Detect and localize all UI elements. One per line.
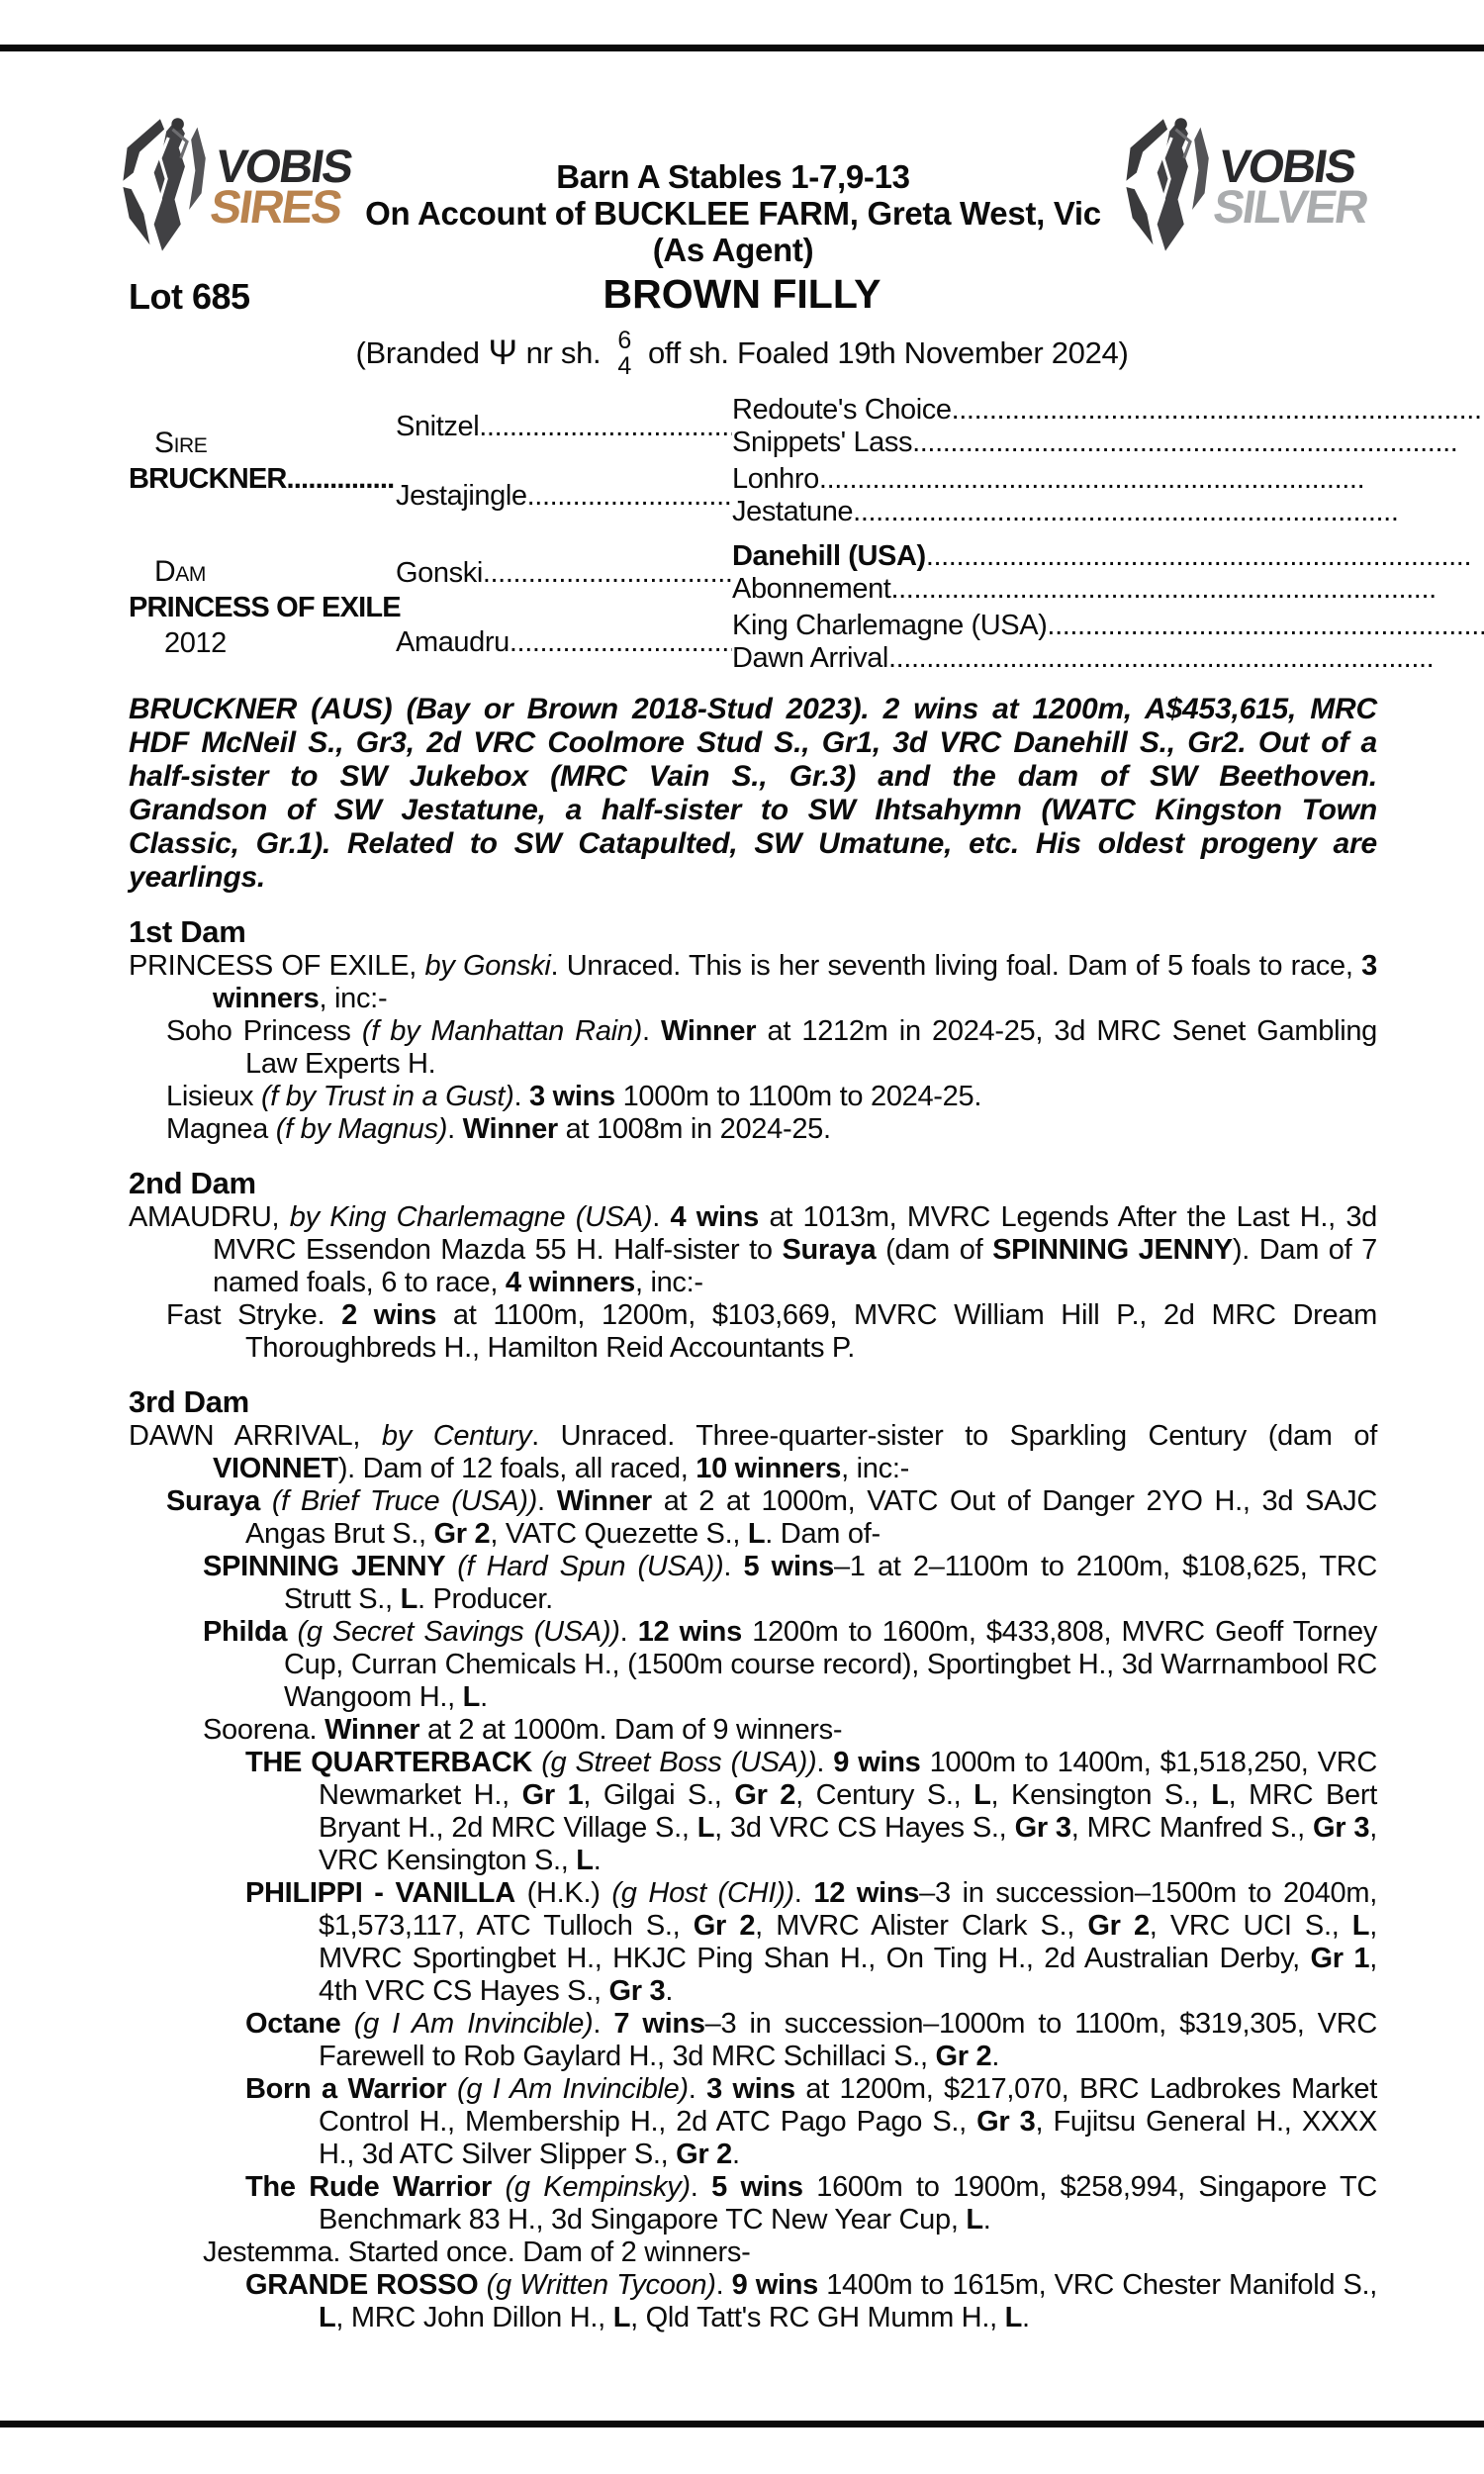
pedigree-paragraph: [129, 1747, 1377, 1877]
dot-leader: [912, 427, 1484, 459]
pedigree-sire-cell: [129, 394, 396, 528]
dam-sections: [129, 915, 1377, 2334]
horse-name: Jestatune: [732, 496, 854, 527]
text-segment: .: [447, 1113, 463, 1145]
text-segment: –3 in succession–1500m to 2040m, $1,573,117, ATC Tulloch S.,: [319, 1877, 1377, 1942]
pedigree-sire-name-row: [129, 463, 396, 496]
pedigree-dam-year: 2012: [164, 627, 227, 659]
grandparent-pair: [732, 610, 1484, 675]
parent-name-row: [396, 626, 744, 659]
text-segment: , MVRC Sportingbet H., HKJC Ping Shan H., On Ting H., 2d Australian Derby,: [319, 1910, 1377, 1974]
grandparent-pair: [732, 394, 1484, 459]
text-segment: , VRC UCI S.,: [1149, 1910, 1352, 1942]
text-segment: 12 wins: [813, 1877, 920, 1909]
text-segment: . Producer.: [417, 1583, 553, 1615]
text-segment: .: [537, 1485, 557, 1517]
text-segment: L: [966, 2204, 983, 2236]
pedigree-half-sire: [129, 394, 1377, 528]
text-segment: at 2 at 1000m, VATC Out of Danger 2YO H., 3d SAJC Angas Brut S.,: [245, 1485, 1378, 1550]
grandparent-pair: [732, 540, 1484, 606]
text-segment: Gr 1: [521, 1779, 584, 1811]
vobis-sires-logo: [115, 103, 355, 268]
brand-symbol-icon: Ψ: [488, 333, 517, 372]
vobis-wordmark: VOBIS: [213, 139, 355, 192]
pedigree-paragraph: [129, 1201, 1377, 1299]
dot-leader: [853, 496, 1484, 528]
vobis-silver-logo: [1118, 103, 1369, 268]
grandparent-pair: [732, 463, 1484, 528]
horse-name: Abonnement: [732, 573, 891, 605]
text-segment: Gr 3: [1014, 1812, 1071, 1844]
pedigree-paragraph: [129, 2269, 1377, 2334]
text-segment: by Gonski: [424, 950, 551, 982]
text-segment: by Century: [381, 1420, 532, 1452]
dot-leader: [888, 642, 1484, 675]
parent-name-row: [396, 557, 744, 590]
text-segment: L: [1351, 1910, 1370, 1942]
horse-name: Snippets' Lass: [732, 427, 913, 458]
text-segment: (g Street Boss (USA)): [541, 1747, 817, 1778]
pedigree-paragraph: [129, 1015, 1377, 1081]
dot-leader: [479, 411, 732, 443]
text-segment: L: [462, 1681, 481, 1713]
grandparent-row: [732, 496, 1484, 528]
text-segment: SPINNING JENNY: [203, 1551, 458, 1582]
text-segment: L: [974, 1779, 991, 1811]
text-segment: (g I Am Invincible): [457, 2073, 689, 2105]
text-segment: VIONNET: [213, 1453, 338, 1484]
text-segment: (g Host (CHI)): [611, 1877, 794, 1909]
horse-name: King Charlemagne (USA): [732, 610, 1048, 641]
text-segment: .: [715, 2269, 732, 2301]
text-segment: Gr 2: [1087, 1910, 1150, 1942]
text-segment: AMAUDRU,: [129, 1201, 290, 1233]
parent-group: [396, 540, 1484, 606]
text-segment: at 1008m in 2024-25.: [557, 1113, 831, 1145]
dot-leader: [287, 463, 396, 496]
text-segment: L: [747, 1518, 766, 1550]
text-segment: L: [1004, 2302, 1023, 2333]
horse-name: BRUCKNER: [129, 463, 287, 495]
text-segment: Fast Stryke.: [166, 1299, 342, 1331]
branded-line: [0, 328, 1484, 379]
text-segment: .: [665, 1975, 674, 2007]
text-segment: 9 wins: [833, 1747, 921, 1778]
brand-number-bottom: 4: [617, 352, 631, 380]
text-segment: Gr 2: [935, 2041, 992, 2072]
text-segment: Suraya: [166, 1485, 272, 1517]
text-segment: Gr 3: [1313, 1812, 1370, 1844]
page-header: [0, 103, 1484, 268]
text-segment: Gr 2: [693, 1910, 756, 1942]
dam-section-heading: 1st Dam: [129, 914, 246, 949]
text-segment: .: [619, 1616, 638, 1648]
text-segment: SPINNING JENNY: [992, 1234, 1233, 1266]
brand-number-top: 6: [617, 327, 631, 354]
pedigree-paragraph: [129, 1485, 1377, 1551]
branded-suffix: off sh. Foaled 19th November 2024): [647, 335, 1129, 370]
parent-group: [396, 610, 1484, 675]
pedigree-sire-parents: [396, 394, 1484, 528]
text-segment: , MRC Bert Bryant H., 2d MRC Village S.,: [319, 1779, 1377, 1844]
text-segment: . Dam of-: [765, 1518, 881, 1550]
text-segment: (g Kempinsky): [505, 2171, 691, 2203]
text-segment: .: [688, 2073, 707, 2105]
text-segment: PHILIPPI - VANILLA: [245, 1877, 515, 1909]
text-segment: at 1200m, $217,070, BRC Ladbrokes Market Control H., Membership H., 2d ATC Pago Pago S.,: [319, 2073, 1378, 2138]
dot-leader: [819, 463, 1484, 496]
text-segment: 12 wins: [637, 1616, 742, 1648]
text-segment: Gr 2: [734, 1779, 796, 1811]
dot-leader: [483, 557, 732, 590]
text-segment: Magnea: [166, 1113, 276, 1145]
text-segment: .: [641, 1015, 662, 1047]
text-segment: at 1013m, MVRC Legends After the Last H., 3d MVRC Essendon Mazda 55 H. Half-sister to: [213, 1201, 1377, 1266]
horse-name: Jestajingle: [396, 479, 527, 512]
text-segment: .: [690, 2171, 712, 2203]
dot-leader: [527, 480, 732, 513]
horse-name: Snitzel: [396, 410, 480, 442]
text-segment: (f Hard Spun (USA)): [457, 1551, 724, 1582]
text-segment: , MVRC Alister Clark S.,: [755, 1910, 1088, 1942]
sires-wordmark: SIRES: [207, 179, 344, 233]
text-segment: Winner: [661, 1015, 757, 1047]
text-segment: . Unraced. Three-quarter-sister to Sparkling Century (dam of: [531, 1420, 1378, 1452]
pedigree-paragraph: [129, 950, 1377, 1015]
parent-group: [396, 394, 1484, 459]
pedigree-paragraph: [129, 1420, 1377, 1485]
text-segment: , MRC Manfred S.,: [1070, 1812, 1314, 1844]
text-segment: .: [593, 2008, 614, 2040]
text-segment: , Kensington S.,: [990, 1779, 1212, 1811]
barn-line: Barn A Stables 1-7,9-13: [556, 158, 910, 195]
text-segment: (H.K.): [514, 1877, 612, 1909]
text-segment: ). Dam of 12 foals, all raced,: [337, 1453, 696, 1484]
text-segment: GRANDE ROSSO: [245, 2269, 487, 2301]
text-segment: Gr 1: [1310, 1943, 1370, 1974]
grandparent-row: [732, 463, 1484, 496]
text-segment: L: [1211, 1779, 1229, 1811]
vobis-sires-logo-text: [207, 139, 355, 233]
dot-leader: [952, 394, 1484, 427]
text-segment: 5 wins: [711, 2171, 803, 2203]
horse-jockey-emblem-icon: [115, 113, 210, 259]
text-segment: .: [991, 2041, 1000, 2072]
text-segment: .: [982, 2204, 991, 2236]
text-segment: . Unraced. This is her seventh living foal. Dam of 5 foals to race,: [550, 950, 1362, 982]
text-segment: .: [732, 2139, 740, 2170]
text-segment: Suraya: [782, 1234, 877, 1266]
brand-number-stack: [617, 328, 631, 379]
text-segment: (f by Manhattan Rain): [361, 1015, 642, 1047]
text-segment: DAWN ARRIVAL,: [129, 1420, 382, 1452]
pedigree-paragraph: [129, 1877, 1377, 2008]
text-segment: 1400m to 1615m, VRC Chester Manifold S.,: [817, 2269, 1378, 2301]
text-segment: 1200m to 1600m, $433,808, MVRC Geoff Torney Cup, Curran Chemicals H., (1500m course record), Sportingbet H., 3d Warrnambool RC Wangoom H.,: [284, 1616, 1378, 1713]
dot-leader: [890, 573, 1484, 606]
horse-name: Lonhro: [732, 463, 819, 495]
pedigree-paragraph: [129, 2008, 1377, 2073]
text-segment: 10 winners: [696, 1453, 842, 1484]
text-segment: , 3d VRC CS Hayes S.,: [714, 1812, 1015, 1844]
text-segment: (g Secret Savings (USA)): [297, 1616, 620, 1648]
horse-name: Danehill (USA): [732, 540, 926, 572]
text-segment: (g I Am Invincible): [353, 2008, 594, 2040]
dot-leader: [926, 540, 1484, 573]
pedigree-dam-label: Dam: [154, 555, 206, 588]
text-segment: 3 wins: [706, 2073, 795, 2105]
text-segment: (f by Trust in a Gust): [260, 1081, 514, 1112]
text-segment: –3 in succession–1000m to 1100m, $319,305, VRC Farewell to Rob Gaylard H., 3d MRC Schillaci S.,: [319, 2008, 1377, 2072]
dam-section-heading: 2nd Dam: [129, 1166, 256, 1200]
text-segment: 1000m to 1400m, $1,518,250, VRC Newmarket H.,: [319, 1747, 1378, 1811]
text-segment: Born a Warrior: [245, 2073, 457, 2105]
text-segment: Gr 3: [608, 1975, 666, 2007]
text-segment: L: [319, 2302, 336, 2333]
top-rule: [0, 45, 1484, 51]
title-row: [0, 271, 1484, 318]
text-segment: Octane: [245, 2008, 354, 2040]
text-segment: 1000m to 1100m to 2024-25.: [614, 1081, 982, 1112]
horse-name: Gonski: [396, 556, 483, 589]
dot-leader: [510, 626, 732, 659]
pedigree-paragraph: [129, 1113, 1377, 1146]
text-segment: at 1100m, 1200m, $103,669, MVRC William Hill P., 2d MRC Dream Thoroughbreds H., Hamilton Reid Accountants P.: [245, 1299, 1378, 1364]
text-segment: .: [1022, 2302, 1030, 2333]
pedigree-dam-cell: [129, 540, 401, 675]
text-segment: , inc:-: [841, 1453, 909, 1484]
horse-title: BROWN FILLY: [603, 271, 881, 317]
text-segment: Lisieux: [166, 1081, 261, 1112]
parent-cell: [396, 394, 732, 459]
text-segment: BRUCKNER (AUS) (Bay or Brown 2018-Stud 2023). 2 wins at 1200m, A$453,615, MRC HDF McNeil S., Gr3, 2d VRC Coolmore Stud S., Gr1, 3d VRC Danehill S., Gr2. Out of a half-sister to SW Jukebox (MRC Vain S., Gr.3) and the dam of SW Beethoven. Grandson of SW Jestatune, a half-sister to SW Ihtsahymn (WATC Kingston Town Classic, Gr.1). Related to SW Catapulted, SW Umatune, etc. His oldest progeny are yearlings.: [129, 693, 1377, 894]
pedigree-dam-name-row: [129, 592, 401, 624]
grandparent-row: [732, 427, 1484, 459]
text-segment: , 4th VRC CS Hayes S.,: [319, 1943, 1377, 2007]
pedigree-paragraph: [129, 1081, 1377, 1113]
agent-line: (As Agent): [652, 232, 814, 268]
consignor-block: [348, 103, 1117, 268]
grandparent-row: [732, 610, 1484, 642]
pedigree-paragraph: [129, 2171, 1377, 2236]
pedigree-table: [129, 394, 1377, 675]
horse-name: Dawn Arrival: [732, 642, 888, 674]
dam-section-heading: 3rd Dam: [129, 1384, 249, 1419]
text-segment: Winner: [325, 1714, 420, 1746]
text-segment: 7 wins: [613, 2008, 705, 2040]
text-segment: (f Brief Truce (USA)): [271, 1485, 538, 1517]
pedigree-paragraph: [129, 1616, 1377, 1714]
parent-group: [396, 463, 1484, 528]
grandparent-row: [732, 394, 1484, 427]
grandparent-row: [732, 642, 1484, 675]
sire-blurb: [129, 693, 1377, 895]
text-segment: PRINCESS OF EXILE,: [129, 950, 425, 982]
text-segment: –1 at 2–1100m to 2100m, $108,625, TRC Strutt S.,: [284, 1551, 1378, 1615]
parent-cell: [396, 540, 732, 606]
dot-leader: [1047, 610, 1484, 642]
text-segment: 1600m to 1900m, $258,994, Singapore TC Benchmark 83 H., 3d Singapore TC New Year Cup,: [319, 2171, 1378, 2236]
pedigree-paragraph: [129, 2073, 1377, 2171]
text-segment: .: [480, 1681, 488, 1713]
text-segment: L: [576, 1845, 594, 1876]
text-segment: L: [612, 2302, 631, 2333]
horse-jockey-emblem-icon: [1118, 113, 1213, 259]
text-segment: ). Dam of 7 named foals, 6 to race,: [213, 1234, 1377, 1298]
text-segment: , Century S.,: [795, 1779, 974, 1811]
horse-name: Amaudru: [396, 625, 510, 658]
grandparent-row: [732, 573, 1484, 606]
pedigree-half-dam: [129, 540, 1377, 675]
text-segment: .: [513, 1081, 529, 1112]
parent-cell: [396, 463, 732, 528]
text-segment: Gr 2: [433, 1518, 491, 1550]
text-segment: Jestemma. Started once. Dam of 2 winners-: [203, 2236, 751, 2268]
text-segment: at 1212m in 2024-25, 3d MRC Senet Gambling Law Experts H.: [245, 1015, 1378, 1080]
text-segment: , Qld Tatt's RC GH Mumm H.,: [630, 2302, 1005, 2333]
text-segment: .: [723, 1551, 744, 1582]
text-segment: .: [816, 1747, 834, 1778]
vobis-silver-logo-text: [1210, 139, 1375, 233]
account-line: On Account of BUCKLEE FARM, Greta West, Vic: [365, 195, 1101, 232]
text-segment: L: [696, 1812, 715, 1844]
parent-name-row: [396, 480, 744, 513]
text-segment: 5 wins: [743, 1551, 834, 1582]
text-segment: , inc:-: [634, 1267, 703, 1298]
text-segment: Soho Princess: [166, 1015, 362, 1047]
text-segment: Gr 3: [976, 2106, 1036, 2138]
pedigree-dam-parents: [396, 540, 1484, 675]
pedigree-paragraph: [129, 2236, 1377, 2269]
text-segment: Gr 2: [676, 2139, 732, 2170]
text-segment: (g Written Tycoon): [486, 2269, 716, 2301]
text-segment: The Rude Warrior: [245, 2171, 506, 2203]
text-segment: .: [652, 1201, 671, 1233]
branded-mid: nr sh.: [525, 335, 602, 370]
text-segment: , Fujitsu General H., XXXX H., 3d ATC Silver Slipper S.,: [319, 2106, 1377, 2170]
pedigree-paragraph: [129, 1551, 1377, 1616]
text-segment: Winner: [462, 1113, 558, 1145]
text-segment: 4 wins: [670, 1201, 759, 1233]
text-segment: Philda: [203, 1616, 298, 1648]
page-content: [129, 394, 1377, 2334]
text-segment: , MRC John Dillon H.,: [335, 2302, 613, 2333]
horse-name: Redoute's Choice: [732, 394, 952, 426]
horse-name: PRINCESS OF EXILE: [129, 592, 401, 623]
text-segment: by King Charlemagne (USA): [289, 1201, 653, 1233]
text-segment: 4 winners: [505, 1267, 635, 1298]
text-segment: 2 wins: [341, 1299, 437, 1331]
text-segment: THE QUARTERBACK: [245, 1747, 542, 1778]
pedigree-paragraph: [129, 1714, 1377, 1747]
parent-cell: [396, 610, 732, 675]
text-segment: , inc:-: [319, 983, 388, 1014]
branded-prefix: (Branded: [355, 335, 480, 370]
text-segment: 9 wins: [731, 2269, 818, 2301]
text-segment: , VATC Quezette S.,: [490, 1518, 748, 1550]
text-segment: L: [400, 1583, 417, 1615]
text-segment: at 2 at 1000m. Dam of 9 winners-: [419, 1714, 843, 1746]
pedigree-paragraph: [129, 1299, 1377, 1365]
text-segment: (dam of: [876, 1234, 993, 1266]
text-segment: , Gilgai S.,: [583, 1779, 735, 1811]
bottom-rule: [0, 2421, 1484, 2427]
grandparent-row: [732, 540, 1484, 573]
text-segment: 3 wins: [529, 1081, 615, 1112]
text-segment: Soorena.: [203, 1714, 325, 1746]
silver-wordmark: SILVER: [1210, 179, 1370, 233]
parent-name-row: [396, 411, 744, 443]
vobis-wordmark: VOBIS: [1215, 139, 1358, 192]
pedigree-sire-label: Sire: [154, 427, 208, 459]
text-segment: .: [593, 1845, 602, 1876]
text-segment: (f by Magnus): [275, 1113, 448, 1145]
text-segment: , VRC Kensington S.,: [319, 1812, 1377, 1876]
text-segment: Winner: [556, 1485, 652, 1517]
text-segment: 3 winners: [213, 950, 1377, 1014]
text-segment: .: [793, 1877, 814, 1909]
lot-number: Lot 685: [129, 276, 250, 317]
